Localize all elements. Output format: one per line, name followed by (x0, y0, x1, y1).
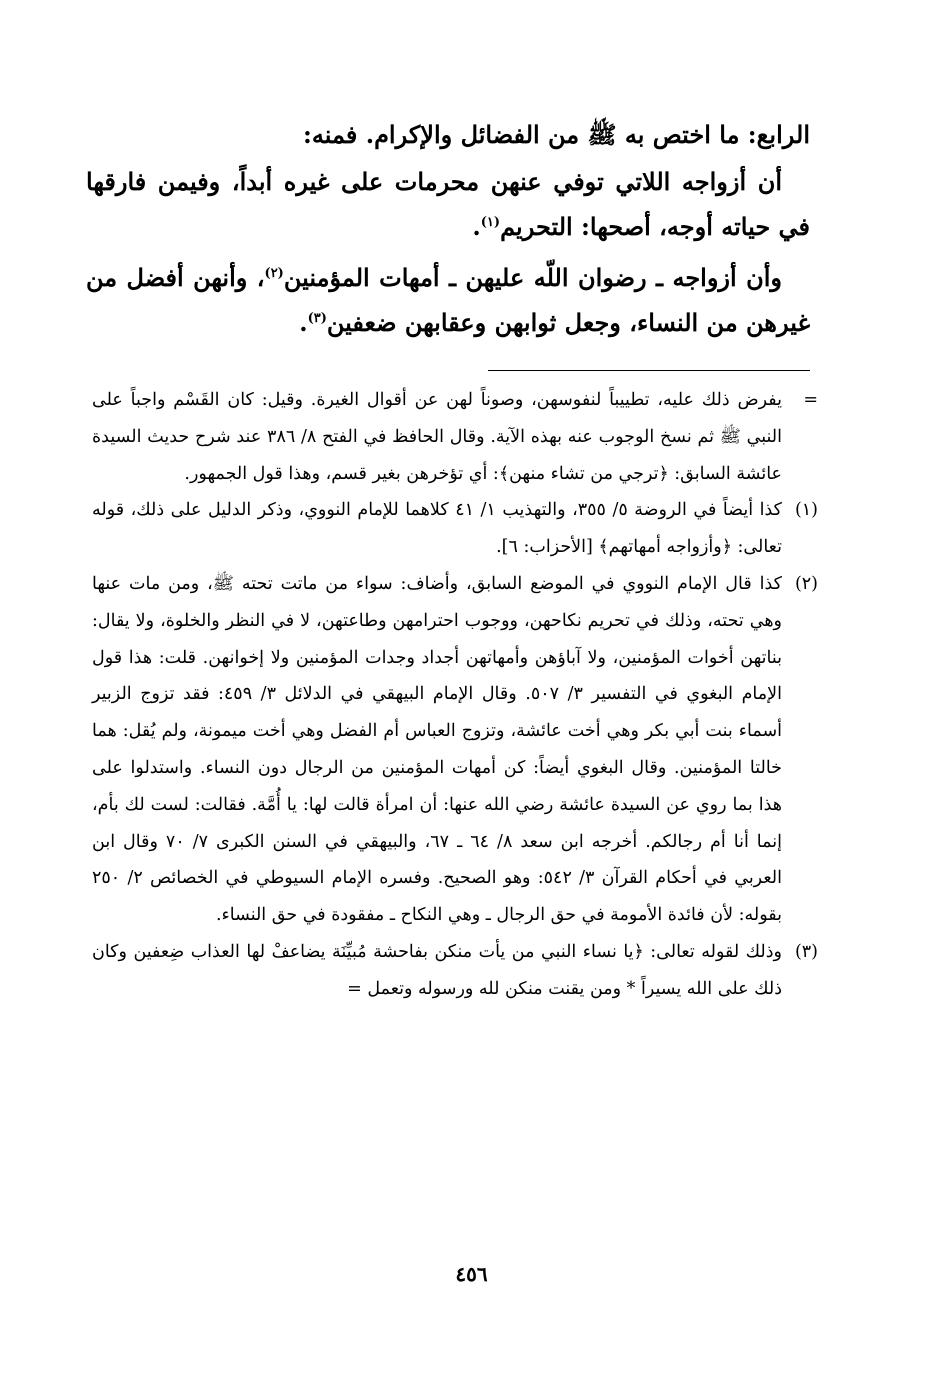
footnote-ref-3[interactable]: (٣) (307, 311, 327, 326)
footnote-marker: (٣) (794, 941, 818, 962)
footnote-continuation (92, 382, 818, 492)
footnote-text: كذا أيضاً في الروضة ٥/ ٣٥٥، والتهذيب ١/ ٤١ كلاهما للإمام النووي، وذكر الدليل على ذلك، قوله تعالى: ﴿وأزواجه أمهاتهم﴾ [الأحزاب: ٦]. (92, 500, 782, 558)
page-number: ٤٥٦ (455, 1262, 488, 1286)
footnote-ref-2[interactable]: (٢) (264, 266, 284, 281)
footnotes (92, 382, 818, 1008)
footnote-ref-1[interactable]: (١) (480, 215, 501, 230)
footnote-1 (92, 492, 818, 566)
footnote-text: يفرض ذلك عليه، تطييباً لنفوسهن، وصوناً لهن عن أقوال الغيرة. وقيل: كان القَسْم واجباً على النبي ﷺ ثم نسخ الوجوب عنه بهذه الآية. وقال الحافظ في الفتح ٨/ ٣٨٦ عند شرح حديث السيدة عائشة السابق: ﴿ترجي من تشاء منهن﴾: أي تؤخرهن بغير قسم، وهذا قول الجمهور. (92, 390, 782, 484)
paragraph-2: وأن أزواجه ـ رضوان اللّه عليهن ـ أمهات المؤمنين$^{(٢)}$، وأنهن أفضل من غيرهن من النساء، وجعل ثوابهن وعقابهن ضعفين$^{(٣)}$. (86, 263, 810, 337)
section-heading: الرابع: ما اختص به ﷺ من الفضائل والإكرام. فمنه: (303, 120, 810, 149)
footnote-separator (488, 370, 810, 371)
footnote-marker: (١) (794, 500, 818, 521)
footnote-text: كذا قال الإمام النووي في الموضع السابق، وأضاف: سواء من ماتت تحته ﷺ، ومن مات عنها وهي تحته، وذلك في تحريم نكاحهن، ووجوب احترامهن وطاعتهن، لا في النظر والخلوة، ولا يقال: بناتهن أخوات المؤمنين، ولا آباؤهن وأمهاتهن أجداد وجدات المؤمنين ولا إخوانهن. قلت: هذا قول الإمام البغوي في التفسير ٣/ ٥٠٧. وقال الإمام البيهقي في الدلائل ٣/ ٤٥٩: فقد تزوج الزبير أسماء بنت أبي بكر وهي أخت عائشة، وتزوج العباس أم الفضل وهي أخت ميمونة، ولم يُقل: هما خالتا المؤمنين. وقال البغوي أيضاً: كن أمهات المؤمنين من الرجال دون النساء. واستدلوا على هذا بما روي عن السيدة عائشة رضي الله عنها: أن امرأة قالت لها: يا أُمَّة. فقالت: لست لك بأم، إنما أنا أم رجالكم. أخرجه ابن سعد ٨/ ٦٤ ـ ٦٧، والبيهقي في السنن الكبرى ٧/ ٧٠ وقال ابن العربي في أحكام القرآن ٣/ ٥٤٢: وهو الصحيح. وفسره الإمام السيوطي في الخصائص ٢/ ٢٥٠ بقوله: لأن فائدة الأمومة في حق الرجال ـ وهي النكاح ـ مفقودة في حق النساء. (92, 573, 782, 926)
footnote-2 (92, 566, 818, 934)
footnote-3 (92, 934, 818, 1008)
main-text (86, 112, 810, 351)
footnote-marker: (٢) (794, 573, 818, 594)
footnote-text: وذلك لقوله تعالى: ﴿يا نساء النبي من يأت منكن بفاحشة مُبيِّنَة يضاعفْ لها العذاب ضِعفين وكان ذلك على الله يسيراً * ومن يقنت منكن لله ورسوله وتعمل = (92, 941, 782, 999)
paragraph-1: أن أزواجه اللاتي توفي عنهن محرمات على غيره أبداً، وفيمن فارقها في حياته أوجه، أصحها: التحريم$^{(١)}$. (86, 167, 810, 241)
footnote-marker: = (803, 390, 818, 410)
